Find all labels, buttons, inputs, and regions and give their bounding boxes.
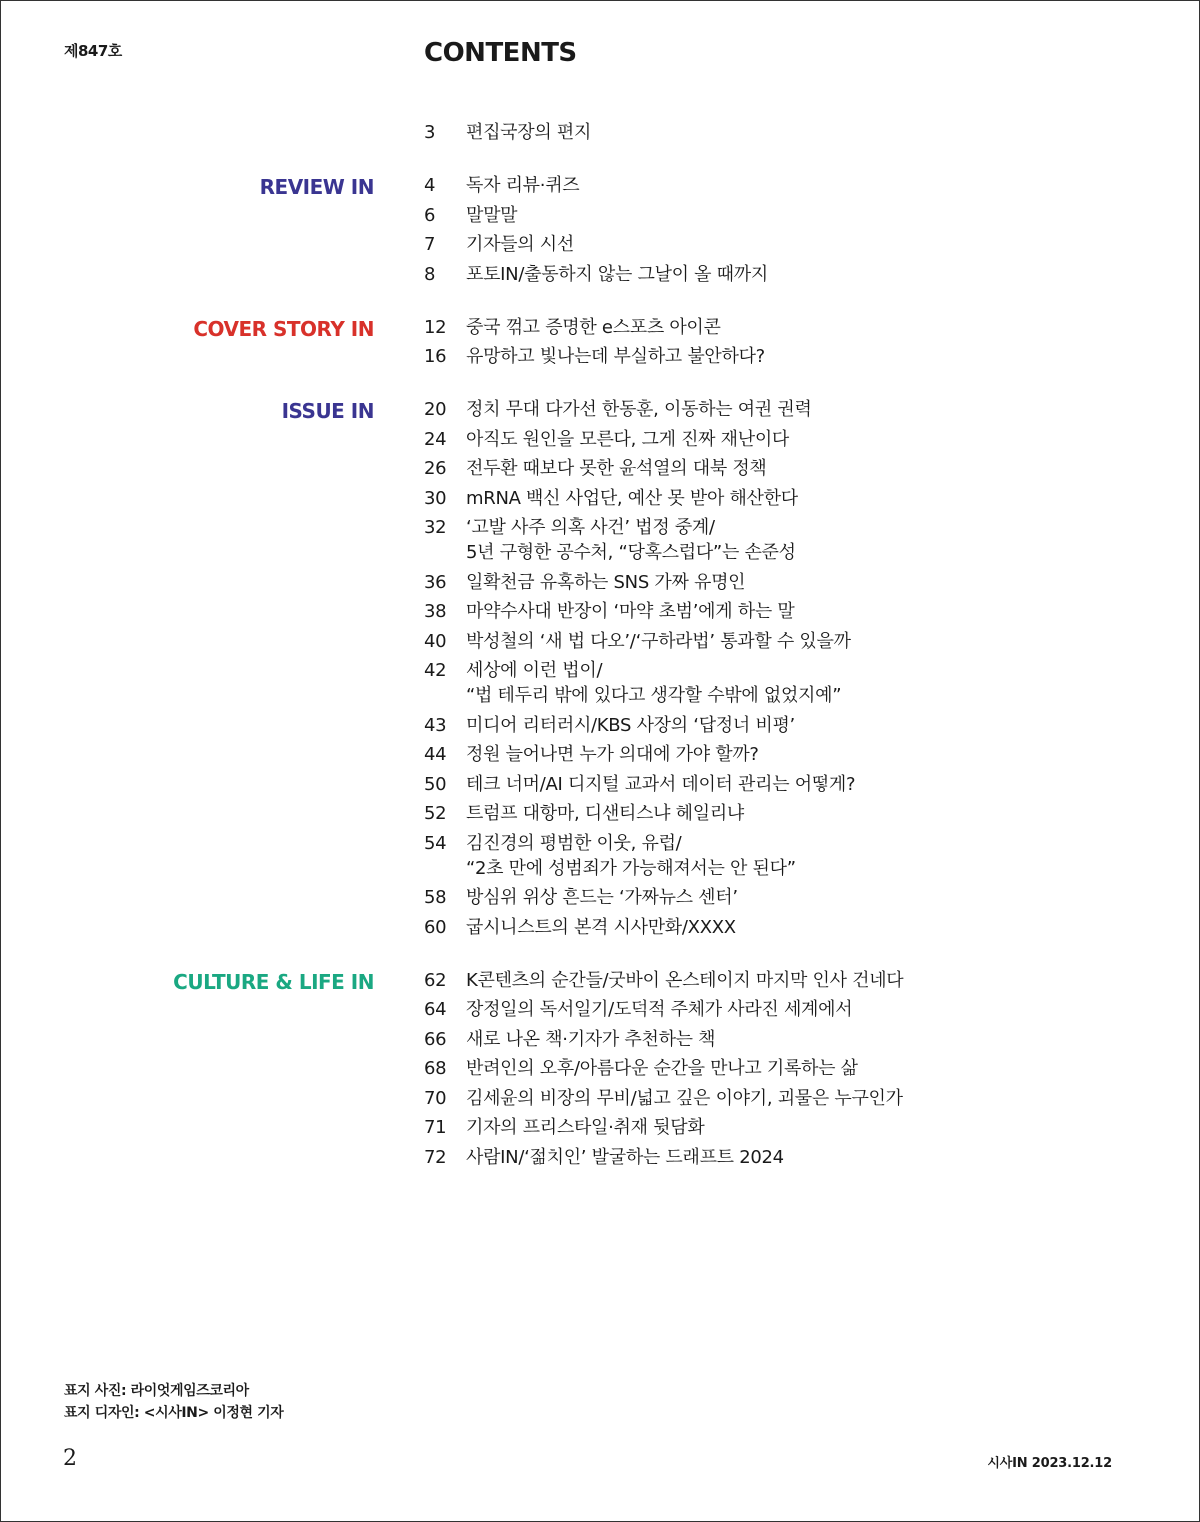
toc-section: [0, 397, 1200, 940]
issue-number: 제847호: [64, 42, 122, 60]
toc-entry[interactable]: [424, 1086, 1200, 1111]
toc-entry[interactable]: [424, 344, 1200, 369]
entry-page-number: 30: [424, 487, 447, 509]
section-label: COVER STORY IN: [193, 316, 374, 341]
toc-entry[interactable]: [424, 968, 1200, 993]
entry-title: 포토IN/출동하지 않는 그날이 올 때까지: [466, 263, 768, 285]
entry-title: 굽시니스트의 본격 시사만화/XXXX: [466, 916, 736, 938]
entry-title: 일확천금 유혹하는 SNS 가짜 유명인: [466, 571, 746, 593]
entry-title: 방심위 위상 흔드는 ‘가짜뉴스 센터’: [466, 887, 738, 908]
entry-title: 사람IN/‘젊치인’ 발굴하는 드래프트 2024: [466, 1146, 784, 1168]
entry-page-number: 3: [424, 122, 436, 143]
toc-entry[interactable]: [424, 629, 1200, 654]
entry-page-number: 44: [424, 744, 447, 765]
entry-page-number: 42: [424, 660, 447, 681]
entry-page-number: 54: [424, 832, 447, 854]
entry-title: 마약수사대 반장이 ‘마약 초범’에게 하는 말: [466, 601, 795, 622]
section-label: CULTURE & LIFE IN: [173, 969, 374, 994]
entry-list: [424, 397, 1200, 940]
entry-title: 독자 리뷰·퀴즈: [466, 175, 580, 196]
entry-title: 미디어 리터러시/KBS 사장의 ‘답정너 비평’: [466, 714, 795, 736]
toc-entry[interactable]: [424, 658, 1200, 708]
entry-title: 테크 너머/AI 디지털 교과서 데이터 관리는 어떻게?: [466, 773, 856, 795]
toc-section: [0, 968, 1200, 1170]
entry-page-number: 32: [424, 517, 447, 538]
entry-page-number: 4: [424, 175, 436, 196]
entry-title: 김세윤의 비장의 무비/넓고 깊은 이야기, 괴물은 누구인가: [466, 1087, 903, 1109]
entry-page-number: 36: [424, 571, 447, 593]
entry-page-number: 16: [424, 346, 447, 367]
cover-design-credit: 표지 디자인: <시사IN> 이정현 기자: [64, 1405, 284, 1421]
entry-title: 트럼프 대항마, 디샌티스냐 헤일리냐: [466, 803, 745, 824]
entry-page-number: 66: [424, 1028, 447, 1050]
entry-title: 유망하고 빛나는데 부실하고 불안하다?: [466, 346, 765, 367]
toc-entry[interactable]: [424, 486, 1200, 511]
toc-entry[interactable]: [424, 1145, 1200, 1170]
toc-section: [0, 120, 1200, 145]
entry-list: [424, 173, 1200, 287]
cover-photo-credit: 표지 사진: 라이엇게임즈코리아: [64, 1383, 249, 1399]
toc-entry[interactable]: [424, 997, 1200, 1022]
entry-page-number: 26: [424, 458, 447, 479]
entry-page-number: 6: [424, 204, 436, 226]
page-number: 2: [63, 1446, 77, 1471]
entry-title: 편집국장의 편지: [466, 122, 592, 143]
toc-entry[interactable]: [424, 1115, 1200, 1140]
entry-page-number: 40: [424, 630, 447, 652]
entry-title: 기자의 프리스타일·취재 뒷담화: [466, 1117, 705, 1138]
entry-page-number: 68: [424, 1058, 447, 1079]
entry-title: 정원 늘어나면 누가 의대에 가야 할까?: [466, 744, 759, 765]
entry-page-number: 71: [424, 1117, 447, 1138]
entry-page-number: 60: [424, 916, 447, 938]
toc-entry[interactable]: [424, 713, 1200, 738]
toc-entry[interactable]: [424, 262, 1200, 287]
toc-entry[interactable]: [424, 1056, 1200, 1081]
toc-entry[interactable]: [424, 772, 1200, 797]
toc-entry[interactable]: [424, 232, 1200, 257]
entry-page-number: 52: [424, 803, 447, 824]
entry-page-number: 38: [424, 601, 447, 622]
entry-title: 장정일의 독서일기/도덕적 주체가 사라진 세계에서: [466, 999, 853, 1020]
page-title: CONTENTS: [424, 38, 577, 68]
entry-title: 김진경의 평범한 이웃, 유럽/ “2초 만에 성범죄가 가능해져서는 안 된다”: [466, 832, 796, 879]
entry-page-number: 20: [424, 399, 447, 420]
table-of-contents: [0, 120, 1200, 1198]
entry-title: 박성철의 ‘새 법 다오’/‘구하라법’ 통과할 수 있을까: [466, 630, 851, 652]
toc-entry[interactable]: [424, 120, 1200, 145]
toc-entry[interactable]: [424, 203, 1200, 228]
entry-page-number: 8: [424, 263, 436, 285]
toc-section: [0, 173, 1200, 287]
entry-page-number: 12: [424, 316, 447, 338]
toc-entry[interactable]: [424, 315, 1200, 340]
toc-entry[interactable]: [424, 427, 1200, 452]
toc-entry[interactable]: [424, 570, 1200, 595]
toc-entry[interactable]: [424, 397, 1200, 422]
toc-entry[interactable]: [424, 885, 1200, 910]
entry-page-number: 70: [424, 1087, 447, 1109]
toc-entry[interactable]: [424, 456, 1200, 481]
entry-title: 말말말: [466, 204, 518, 226]
entry-title: 기자들의 시선: [466, 234, 574, 255]
entry-list: [424, 968, 1200, 1170]
toc-entry[interactable]: [424, 599, 1200, 624]
toc-entry[interactable]: [424, 801, 1200, 826]
entry-page-number: 43: [424, 714, 447, 736]
entry-title: K콘텐츠의 순간들/굿바이 온스테이지 마지막 인사 건네다: [466, 969, 904, 991]
entry-title: ‘고발 사주 의혹 사건’ 법정 중계/ 5년 구형한 공수처, “당혹스럽다”는 손준성: [466, 517, 796, 563]
section-label: REVIEW IN: [259, 175, 374, 199]
entry-title: 정치 무대 다가선 한동훈, 이동하는 여권 권력: [466, 399, 812, 420]
toc-entry[interactable]: [424, 515, 1200, 565]
entry-title: 세상에 이런 법이/ “법 테두리 밖에 있다고 생각할 수밖에 없었지예”: [466, 660, 842, 706]
entry-list: [424, 315, 1200, 370]
toc-entry[interactable]: [424, 1027, 1200, 1052]
toc-entry[interactable]: [424, 173, 1200, 198]
entry-title: 중국 꺾고 증명한 e스포츠 아이콘: [466, 316, 721, 338]
entry-list: [424, 120, 1200, 145]
entry-title: mRNA 백신 사업단, 예산 못 받아 해산한다: [466, 487, 798, 509]
entry-title: 아직도 원인을 모른다, 그게 진짜 재난이다: [466, 428, 790, 450]
toc-section: [0, 315, 1200, 370]
entry-page-number: 7: [424, 234, 436, 255]
entry-page-number: 50: [424, 773, 447, 795]
entry-page-number: 72: [424, 1146, 447, 1168]
toc-entry[interactable]: [424, 915, 1200, 940]
section-label: ISSUE IN: [281, 399, 374, 423]
entry-page-number: 58: [424, 887, 447, 908]
entry-page-number: 24: [424, 428, 447, 450]
entry-page-number: 62: [424, 969, 447, 991]
toc-entry[interactable]: [424, 742, 1200, 767]
entry-title: 전두환 때보다 못한 윤석열의 대북 정책: [466, 458, 767, 479]
magazine-date: 시사IN 2023.12.12: [987, 1456, 1112, 1471]
entry-title: 반려인의 오후/아름다운 순간을 만나고 기록하는 삶: [466, 1058, 858, 1079]
entry-page-number: 64: [424, 999, 447, 1020]
cover-credits: [64, 1380, 283, 1424]
entry-title: 새로 나온 책·기자가 추천하는 책: [466, 1028, 716, 1050]
toc-entry[interactable]: [424, 831, 1200, 881]
